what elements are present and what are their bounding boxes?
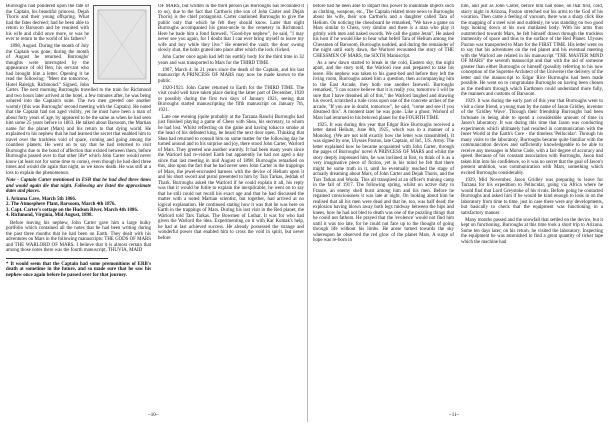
page-number: ~10~ — [148, 412, 159, 418]
paragraph: 1907, March 4. In 21 years since the death of the Captain, and his last manuscript A PRINCESS OF MARS may now be made known to the public. — [158, 67, 304, 84]
right-page — [313, 0, 604, 420]
list-item: 1. Arizona Cave, March 5th 1866. — [6, 196, 77, 202]
gutter-divider — [307, 4, 308, 422]
footnote-divider — [6, 258, 108, 259]
illustration-placeholder — [93, 5, 151, 84]
paragraph: 1920-1921. John Carter returned to Earth for the THIRD TIME. The visit could well have taken place during the latter part of December, 1920 or possibly during the first two days of January 1921, seeing that Burroughs started manuscripting the fifth manuscript on January 7th, 1921. — [158, 85, 304, 113]
paragraph: Burroughs had pondered upon the fate of the Captain, his beautiful princess, Dejah Thoris and their young offspring. What had the fates decreed; had he been able to return to Barsoom and be reunited with his wife and child once more, or was he ever to return to the world of his fathers? — [6, 4, 89, 42]
death-dates-list — [6, 197, 151, 219]
page-number: ~11~ — [449, 412, 460, 418]
right-page-column-1 — [313, 4, 454, 418]
paragraph: 1929, Mid November. Jason Gridley was preparing to leave for Tarzana for his expedition to Pellucidar, going via Africa where he would find that Lord Greystoke of his rivals. Before going he contacted Burroughs and asked him if he would be kind enough to look in on the laboratory from time to time, just in case there were any developments, but basically to check that the equipment was functioning in a satisfactory manner. — [461, 177, 603, 216]
paragraph: John Carter once again had left his earthly body for the third time in 32 years and was transported to Mars for the THIRD TIME. — [158, 55, 304, 66]
note-text: Note - Captain Carter mentioned in ESB that he had died three times and would again die that night. Following are listed the approximate dates and places. — [6, 178, 151, 195]
left-page-column-2 — [158, 4, 304, 418]
paragraph: 1929. It was during the early part of this year that Burroughs went to visit a close friend, a young man by the name of Jason Gridley, inventor of the 'Gridley Wave'. Through their friendship Burroughs had been fortunate in being able to spend a considerable amount of time in Jason's laboratory. It was during this time that Jason was conducting experiments which ultimately had resulted in communication with the Inner World at the Earth's Core - the timeless 'Pellucidar'. Through his many visits to the laboratory, Burroughs became quite familiar with the communication devices and sufficiently knowledgeable to be able to receive any messages in Morse Code, with a fair degree of accuracy and speed. Because of his constant association with Burroughs, Jason had taken him into his confidence, so it was no secret that the goal of Jason's present ambition, was communication with Mars, something which excited Burroughs considerably. — [461, 99, 603, 176]
list-item: 3. Capt. Carter's cottage on the Hudson River, March 4th 1886. — [6, 207, 139, 213]
paragraph: 1898, August. During the month of July the Captain was gone; during the month of August he returned. Burroughs' thoughts were interrupted by the appearance of old Ben, his servant who had brought him a letter. Opening it he read the following: "Meet me tomorrow, Hotel Raleigh, Richmond." Signed, John Carter. The next morning Burroughs travelled to the train for Richmond and two hours later arrived at the hotel, a few minutes after, he was being ushered into the Captain's suite. The two men greeted one another warmly (this was Burroughs' second meeting with the Captain). He noted that the Captain had not aged visibly, yet he must have been a man of about forty years of age, by appeared to be the same as when he had seen him some 25 years before in 1863. He talked about Barsoom, the Martian name for the planet (Mars) and his return to that dying world. He explained to his nephew that he had learned the secret that enabled him to travel over the trackless void of space, coming and going among the countless planets. He went on to say that he had returned to visit Burroughs due to the bond of affection that existed between them, before Burroughs passed over to that other life* which John Carter would never know (at least not for some time to come), even though he had died three times and would die again that night, as we know death. He was still at a loss to explain the phenomenon. — [6, 44, 151, 176]
paragraph: Before leaving his nephew, John Carter gave him a large bulky portfolio which contained all the notes that he had been writing during the past three months that he had been on Earth. They dealt with his adventures on Mars in the following manuscripts: THE GODS OF MARS and THE WARLORD OF MARS. I believe that it is almost certain that among those notes there was the fourth manuscript, THUVIA, MAID — [6, 220, 151, 254]
left-page — [6, 0, 306, 420]
paragraph: before had he been able to impart this power to inanimate objects such as clothing, weapons, etc., The Captain related more news to Burroughs about his wife, their son Carthoris and a daughter called Tara of Helium. On noticing the chessboard he remarked, "We have a game on Mars similar to Chess, very similar and there is a man who play it grimly with men and naked swords. We call the game Jetan". He asked his host if he would like to hear what befell Tara of Helium among the Chessmen of Barsoom, Burroughs nodded, and during the remainder of the night until early dawn, the Warlord recounted the story of THE CHESSMEN OF MARS, the SIXTH Manuscript. — [313, 4, 454, 59]
footnote: * It would seem that the Captain had some premonitions of ERB's death at sometime in the future, and so made sure that he saw his nephew once again before he passed over for that journey. — [6, 261, 151, 278]
paragraph: 1925. It was during this year that Edgar Rice Burroughs received a letter dated Helium, June 8th, 1925, which was in a manner of a Monolog. (We are not told exactly how the letter was transmitted). It was signed by one, Ulysses Paxton, late Captain, of Inf., US. Army. The letter explained how he became acquainted with John Carter, through the pages of Burroughs' novel A PRINCESS OF MARS and whilst the story deeply impressed him, he was inclined at first, to think of it as a very imaginative piece of fiction, yet in his mind he felt that there might be some truth in it, until he eventually reached the stage of actually dreaming about Mars, of John Carter and Dejah Thoris, and the Tars Tarkas and Woola. This all transpired at an officer's training camp in the fall of 1917. The following spring, whilst on active duty in France, an enemy shell burst among him and his men. Before he regained consciousness it was late at night. On looking about him he realised that all his men were dead and that he, too, was half dead; the explosion having blown away both legs midway between the hips and knees, how he had not bled to death was one of the puzzling things that he could not fathom. He prayed that the 'evolence' would not find him until it was too late, for he could not face up to the thought of going through life without his limbs. He arose turned towards the sky whereupon he observed the red glow of the planet Mars. A surge of hope was re-born in — [313, 122, 454, 244]
paragraph: Many months passed and the snowfall that settled on the device, but it kept on functioning. Burroughs at this time took a short trip to Arizona. Some ten days later, on his return, he visited the laboratory. Inspecting the equipment he was astonished to find a great quantity of ticker tape which the machine had — [461, 217, 603, 245]
left-page-column-1 — [6, 4, 151, 418]
list-item: 4. Richmond, Virginia, Mid August, 1898. — [6, 213, 93, 219]
paragraph: OF MARS, but written in the third person (as Burroughs has recounted it to us), due to the fact that Carthoris (the son of John Carter and Dejah Thoris) is the chief protagonist. Carter cautioned Burroughs to give the public only that which he felt they should know. Later that night Burroughs accompanied his great-uncle to the cemetery in Richmond. Here he bade him a fond farewell, "Good-bye nephew", he said, "I may never see you again, for I doubt that I can ever bring myself to leave my wife and boy while they live." He entered the vault, the door swung slowly shut, the bolts grated into place after which the lock clicked. — [158, 4, 304, 53]
right-page-column-2 — [461, 4, 603, 418]
paragraph: As a new dawn started to break in the cold, Eastern sky, the night apart, and the story told, the Warlord rose and prepared to take his leave. His nephew was taken to his guest-bed and before they left the living room, Burroughs asked him a question, then accompanying him to the East Arcade, they both one another farewell. Burroughs remarked, "I can scarce believe that it is really you, tomorrow I will be sure that I have dreamed all of this," the Warlord laughed and drawing his sword, scratched a rude cross upon one of the concrete arches of the arcade, "If you are in doubt, tomorrow", he said, "come and see if you dreamed this". A moment later he was gone. Like a ghost, Warlord of Mars had returned to his beloved planet for the FOURTH TIME. — [313, 60, 454, 121]
paragraph: Late one evening (quite probably at the Tarzana Ranch) Burroughs had just finished playing a game of Chess with Shea, his secretary, to whom he had lost. Whilst reflecting on the game and having tobacco smoke at the head of his defeated king, he heard the next door open. Thinking that Shea had returned to consult him on some matter for the following day he turned around and to his surprise and joy, there stood John Carter, Warlord of Mars. They greeted one another warmly. It had been many years since the Warlord had re-visited Earth but apparently he had not aged a day since that last meeting in mid August of 1898. Burroughs remarked on this, also upon the fact that he had never seen John Carter in the trappings of Mars, the jewel-encrusted harness with the device of Helium upon it and his short sword and pistol presented to him by Tars Tarkas, Jeddak of Thark. Burroughs asked the Warlord if he could explain it all, his reply was that it would be futile to explain the inexplicable, he went on to say that he still could not recall his exact age and that he had discussed the matter with a noted Martian scientist, but together, had arrived at no logical explanation. He continued stating how it was that he was here on Earth in the trappings of Mars. During his last visit in the Red planet, the Warlord told Tars Tarkas. The Bowmen of Lothar. It was for who had given the Warlord the idea. Experimenting on it with Kar Komak's help, he had at last achieved success. He already possessed the strange and wonderful power that enabled him to cross the void in spirit, but never before — [158, 114, 304, 241]
list-item: 2. The Atmosphere Plant, Barsoom, March 4th 1876. — [6, 202, 116, 208]
illustration-image — [94, 6, 150, 83]
paragraph: him, and just as John Carter, before him had done, on that first, cold, starry night in Arizona, Paxton stretched out his arms to the God of his vocation. Then came a feeling of vacuum, there was a sharp click like the snapping of a steel wire and suddenly, he was standing on two good legs looking down at his own mutilated body. With his arms thus outstretched towards Mars, he felt himself drawn through the trackless immensity of space and thus to the surface of the Red Planet. Ulysses Paxton was transported to Mars for the FIRST TIME. His letter went on to say that his adventures on the red planet and his eventual meeting with the Warlord are related in his manuscript "THE MASTER MIND OF MARS" the seventh manuscript and that with the aid of someone greater than either Burroughs or himself (possibly referring to his now conception of the Supreme Architect of the Universe) the delivery of the letter and the manuscript to Edgar Rice Burroughs had been made possible. He went on to congratulate Burroughs on having been chosen as the medium through which Earthmen could understand more fully, the manners and customs of Barsoom. — [461, 4, 603, 97]
